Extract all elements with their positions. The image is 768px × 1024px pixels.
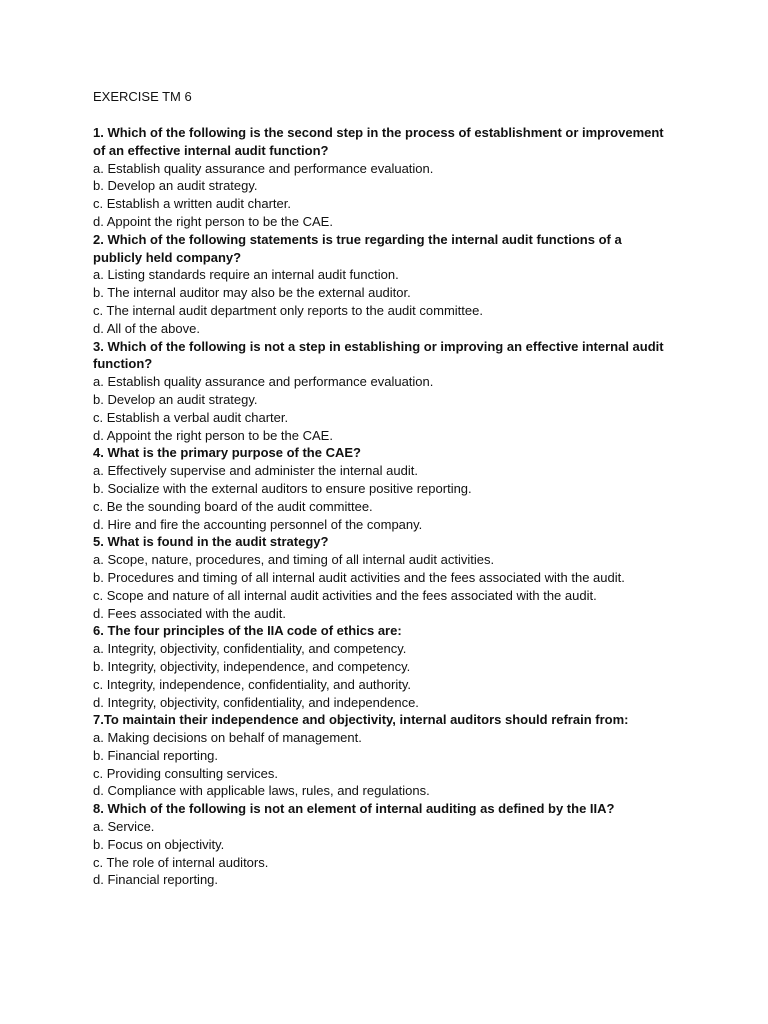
answer-option: d. Integrity, objectivity, confidentiality, and independence.	[93, 694, 419, 710]
answer-option: d. Hire and fire the accounting personnel of the company.	[93, 516, 423, 532]
answer-option: b. Focus on objectivity.	[93, 836, 225, 852]
document-title: EXERCISE TM 6	[93, 89, 192, 104]
question-text: 2. Which of the following statements is true regarding the internal audit functions of a publicly held company?	[93, 231, 622, 265]
question-text: 8. Which of the following is not an element of internal auditing as defined by the IIA?	[93, 801, 615, 817]
answer-option: c. The role of internal auditors.	[93, 854, 269, 870]
question-block-3	[93, 338, 673, 445]
answer-option: c. Providing consulting services.	[93, 765, 278, 781]
answer-option: c. Scope and nature of all internal audit activities and the fees associated with the audit.	[93, 587, 597, 603]
answer-option: a. Making decisions on behalf of management.	[93, 730, 362, 746]
answer-option: d. All of the above.	[93, 320, 200, 336]
question-text: 7.To maintain their independence and objectivity, internal auditors should refrain from:	[93, 712, 629, 728]
answer-option: a. Listing standards require an internal audit function.	[93, 267, 399, 283]
answer-option: b. Integrity, objectivity, independence, and competency.	[93, 658, 411, 674]
question-text: 4. What is the primary purpose of the CAE?	[93, 445, 361, 461]
question-block-4	[93, 444, 673, 533]
question-block-5	[93, 533, 673, 622]
question-block-2	[93, 231, 673, 338]
answer-option: a. Establish quality assurance and performance evaluation.	[93, 160, 434, 176]
answer-option: b. The internal auditor may also be the external auditor.	[93, 285, 411, 301]
answer-option: b. Socialize with the external auditors to ensure positive reporting.	[93, 480, 472, 496]
answer-option: c. Be the sounding board of the audit committee.	[93, 498, 373, 514]
question-text: 3. Which of the following is not a step in establishing or improving an effective internal audit function?	[93, 338, 664, 372]
answer-option: b. Develop an audit strategy.	[93, 178, 258, 194]
answer-option: c. Establish a verbal audit charter.	[93, 409, 289, 425]
answer-option: a. Service.	[93, 819, 155, 835]
question-text: 6. The four principles of the IIA code of ethics are:	[93, 623, 402, 639]
answer-option: d. Compliance with applicable laws, rules, and regulations.	[93, 783, 430, 799]
answer-option: d. Appoint the right person to be the CAE.	[93, 213, 333, 229]
answer-option: d. Financial reporting.	[93, 872, 219, 888]
answer-option: b. Procedures and timing of all internal audit activities and the fees associated with the audit.	[93, 569, 625, 585]
question-text: 5. What is found in the audit strategy?	[93, 534, 329, 550]
question-block-1	[93, 124, 673, 231]
answer-option: d. Appoint the right person to be the CAE.	[93, 427, 333, 443]
question-block-8	[93, 800, 673, 889]
answer-option: a. Effectively supervise and administer the internal audit.	[93, 463, 418, 479]
question-block-7	[93, 711, 673, 800]
answer-option: a. Establish quality assurance and performance evaluation.	[93, 374, 434, 390]
answer-option: c. The internal audit department only reports to the audit committee.	[93, 302, 483, 318]
question-block-6	[93, 622, 673, 711]
question-text: 1. Which of the following is the second step in the process of establishment or improvement of an effective internal audit function?	[93, 125, 664, 158]
answer-option: b. Develop an audit strategy.	[93, 391, 258, 407]
answer-option: c. Establish a written audit charter.	[93, 196, 291, 212]
answer-option: c. Integrity, independence, confidentiality, and authority.	[93, 676, 411, 692]
answer-option: b. Financial reporting.	[93, 747, 219, 763]
question-list	[93, 124, 673, 889]
answer-option: d. Fees associated with the audit.	[93, 605, 286, 621]
answer-option: a. Integrity, objectivity, confidentiality, and competency.	[93, 641, 407, 657]
answer-option: a. Scope, nature, procedures, and timing of all internal audit activities.	[93, 552, 495, 568]
